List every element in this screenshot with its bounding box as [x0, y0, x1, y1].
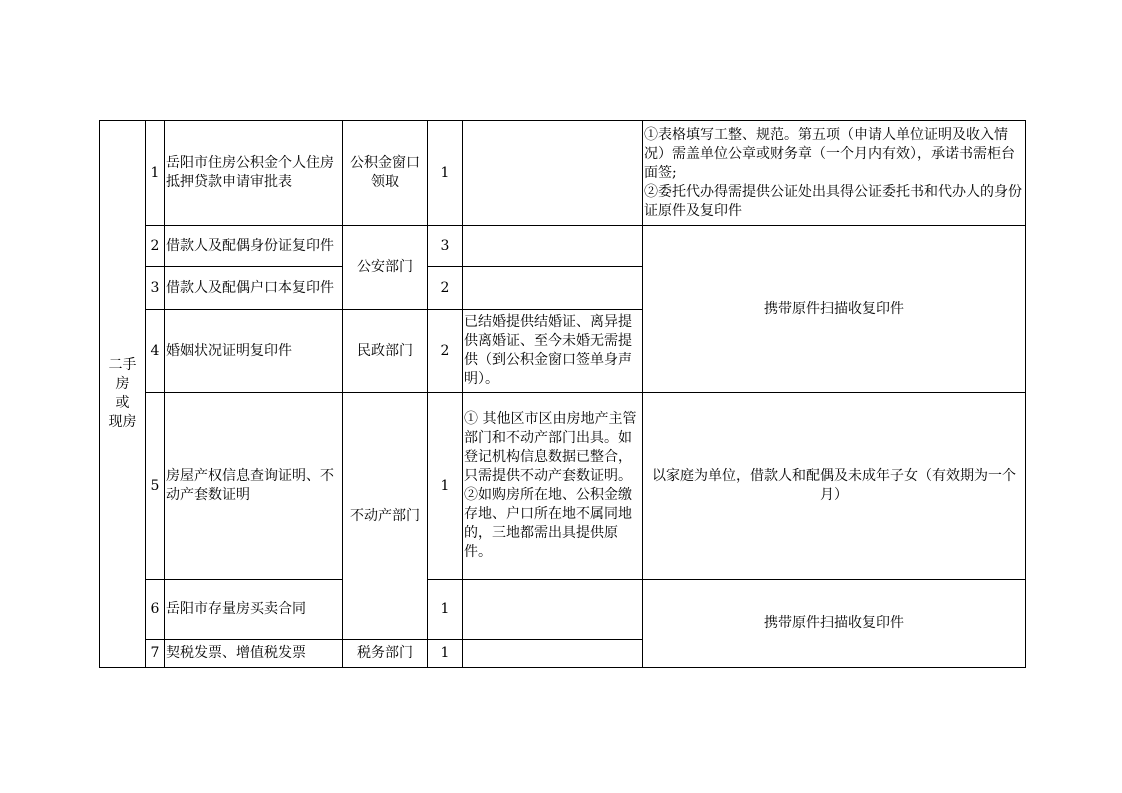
table-row [100, 393, 1026, 580]
copies: 3 [428, 226, 463, 267]
material-name: 岳阳市住房公积金个人住房抵押贷款申请审批表 [165, 121, 343, 226]
material-name: 岳阳市存量房买卖合同 [165, 580, 343, 640]
row-number: 7 [146, 640, 165, 668]
category-line: 房 [115, 376, 130, 392]
remark [463, 640, 643, 668]
notes-cell: 以家庭为单位，借款人和配偶及未成年子女（有效期为一个月） [643, 393, 1026, 580]
copies: 1 [428, 580, 463, 640]
category-line: 二手 [108, 357, 137, 373]
note-text: ①表格填写工整、规范。第五项（申请人单位证明及收入情况）需盖单位公章或财务章（一个月内有效），承诺书需柜台面签; [644, 126, 1015, 181]
material-name: 房屋产权信息查询证明、不动产套数证明 [165, 393, 343, 580]
category-cell [100, 121, 146, 668]
remark [463, 226, 643, 267]
material-name: 借款人及配偶户口本复印件 [165, 267, 343, 310]
row-number: 4 [146, 310, 165, 393]
copies: 1 [428, 640, 463, 668]
material-source: 公安部门 [343, 226, 428, 310]
material-name: 婚姻状况证明复印件 [165, 310, 343, 393]
remark: ① 其他区市区由房地产主管部门和不动产部门出具。如登记机构信息数据已整合，只需提供不动产套数证明。②如购房所在地、公积金缴存地、户口所在地不属同地的，三地都需出具提供原件。 [463, 393, 643, 580]
remark: 已结婚提供结婚证、离异提供离婚证、至今未婚无需提供（到公积金窗口签单身声明）。 [463, 310, 643, 393]
remark [463, 267, 643, 310]
notes-cell: 携带原件扫描收复印件 [643, 580, 1026, 668]
row-number: 5 [146, 393, 165, 580]
material-source: 不动产部门 [343, 393, 428, 640]
material-name: 借款人及配偶身份证复印件 [165, 226, 343, 267]
note-text: ②委托代办得需提供公证处出具得公证委托书和代办人的身份证原件及复印件 [644, 183, 1022, 219]
material-source: 税务部门 [343, 640, 428, 668]
row-number: 2 [146, 226, 165, 267]
table-row [100, 121, 1026, 226]
document-table [99, 120, 1026, 668]
copies: 1 [428, 121, 463, 226]
remark [463, 580, 643, 640]
table-row [100, 226, 1026, 267]
notes-cell [643, 121, 1026, 226]
material-source: 民政部门 [343, 310, 428, 393]
material-name: 契税发票、增值税发票 [165, 640, 343, 668]
row-number: 3 [146, 267, 165, 310]
category-line: 现房 [108, 414, 137, 430]
copies: 1 [428, 393, 463, 580]
category-line: 或 [115, 395, 130, 411]
row-number: 1 [146, 121, 165, 226]
table-row [100, 580, 1026, 640]
row-number: 6 [146, 580, 165, 640]
notes-cell: 携带原件扫描收复印件 [643, 226, 1026, 393]
copies: 2 [428, 267, 463, 310]
material-source: 公积金窗口领取 [343, 121, 428, 226]
remark [463, 121, 643, 226]
copies: 2 [428, 310, 463, 393]
